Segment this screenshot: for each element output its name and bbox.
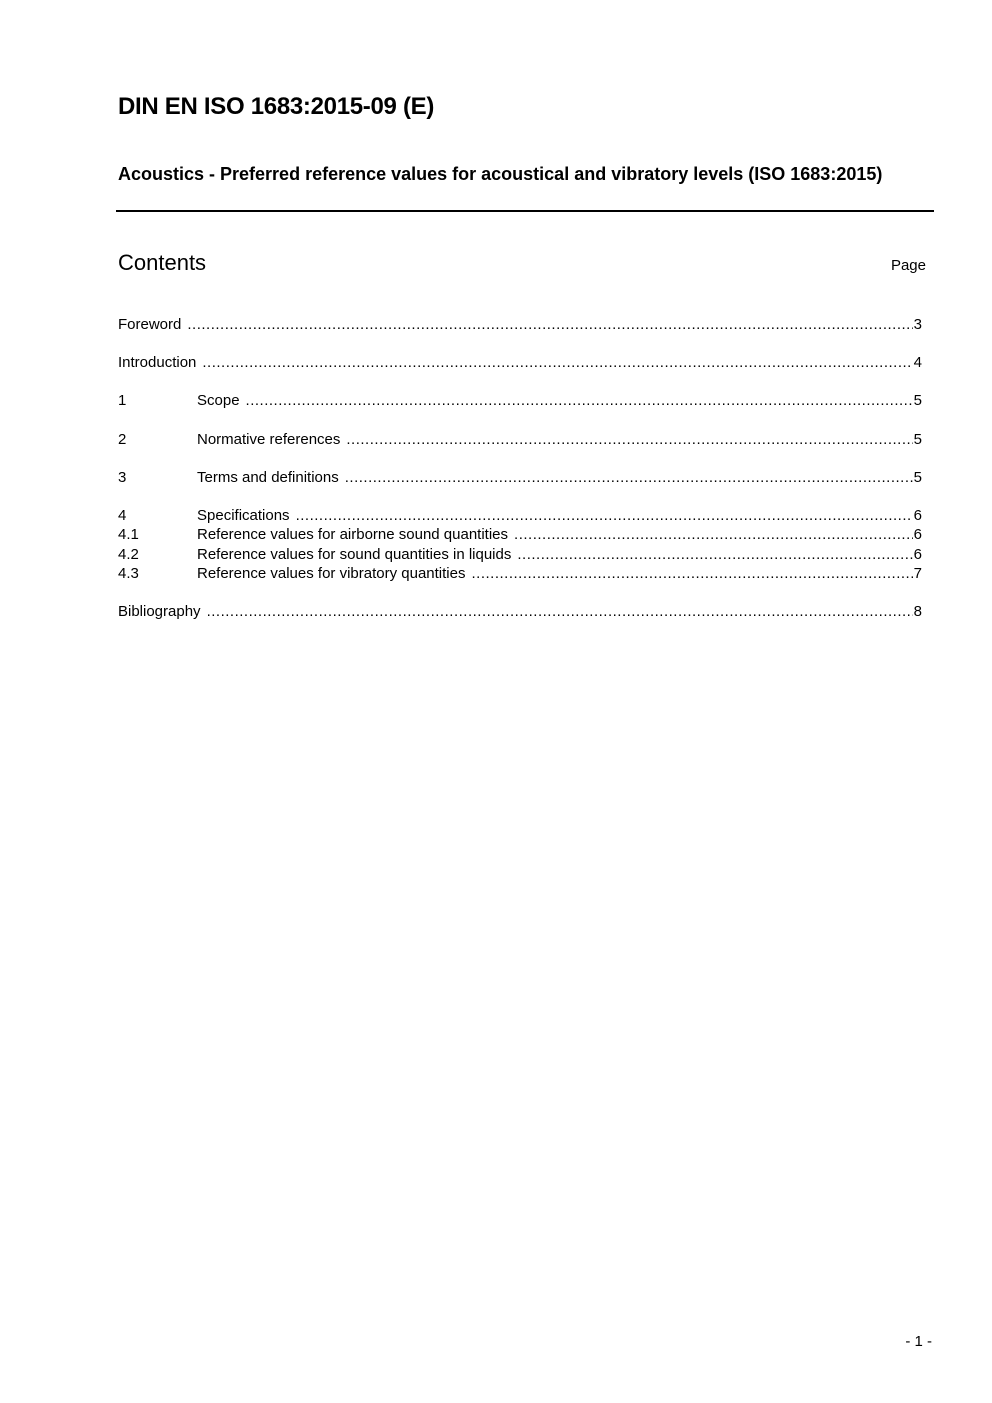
toc-entry-scope[interactable] (118, 391, 922, 411)
toc-entry-page: 4 (913, 354, 922, 371)
toc-entry-number: 4.1 (118, 526, 139, 543)
toc-entry-title: Reference values for vibratory quantities (197, 565, 466, 582)
toc-entry-foreword[interactable] (118, 315, 922, 335)
toc-entry-airborne-sound[interactable] (118, 525, 922, 545)
document-subtitle: Acoustics - Preferred reference values for acoustical and vibratory levels (ISO 1683:2015) (118, 164, 883, 184)
page-number-footer: - 1 - (905, 1333, 932, 1350)
table-of-contents (118, 0, 922, 1403)
toc-dot-leader (202, 353, 912, 373)
toc-entry-sound-in-liquids[interactable] (118, 545, 922, 565)
toc-entry-introduction[interactable] (118, 353, 922, 373)
toc-entry-normative-references[interactable] (118, 430, 922, 450)
toc-entry-number: 4 (118, 507, 127, 524)
toc-entry-number: 4.3 (118, 565, 139, 582)
toc-entry-title: Introduction (118, 354, 197, 371)
toc-entry-page: 5 (913, 392, 922, 409)
toc-entry-title: Reference values for airborne sound quantities (197, 526, 509, 543)
toc-dot-leader (345, 468, 913, 488)
toc-entry-title: Scope (197, 392, 240, 409)
toc-entry-page: 5 (913, 469, 922, 486)
contents-heading: Contents (118, 250, 207, 275)
toc-entry-bibliography[interactable] (118, 602, 922, 622)
toc-dot-leader (517, 545, 912, 565)
toc-entry-title: Specifications (197, 507, 290, 524)
toc-entry-number: 2 (118, 431, 127, 448)
toc-entry-page: 7 (913, 565, 922, 582)
toc-dot-leader (246, 391, 913, 411)
toc-entry-specifications[interactable] (118, 506, 922, 526)
toc-dot-leader (514, 525, 913, 545)
toc-dot-leader (296, 506, 913, 526)
toc-entry-page: 3 (913, 316, 922, 333)
toc-entry-page: 8 (913, 603, 922, 620)
toc-entry-page: 6 (913, 546, 922, 563)
toc-entry-title: Terms and definitions (197, 469, 339, 486)
toc-entry-page: 5 (913, 431, 922, 448)
toc-entry-title: Foreword (118, 316, 182, 333)
toc-entry-vibratory-quantities[interactable] (118, 564, 922, 584)
toc-entry-title: Normative references (197, 431, 341, 448)
toc-dot-leader (471, 564, 912, 584)
toc-entry-number: 3 (118, 469, 127, 486)
toc-entry-terms-and-definitions[interactable] (118, 468, 922, 488)
toc-entry-number: 4.2 (118, 546, 139, 563)
toc-dot-leader (187, 315, 912, 335)
toc-entry-number: 1 (118, 392, 127, 409)
toc-entry-page: 6 (913, 507, 922, 524)
toc-entry-title: Reference values for sound quantities in liquids (197, 546, 512, 563)
page-column-heading: Page (890, 257, 926, 274)
toc-dot-leader (207, 602, 913, 622)
toc-entry-title: Bibliography (118, 603, 201, 620)
toc-dot-leader (346, 430, 912, 450)
toc-entry-page: 6 (913, 526, 922, 543)
document-title: DIN EN ISO 1683:2015-09 (E) (118, 93, 435, 120)
